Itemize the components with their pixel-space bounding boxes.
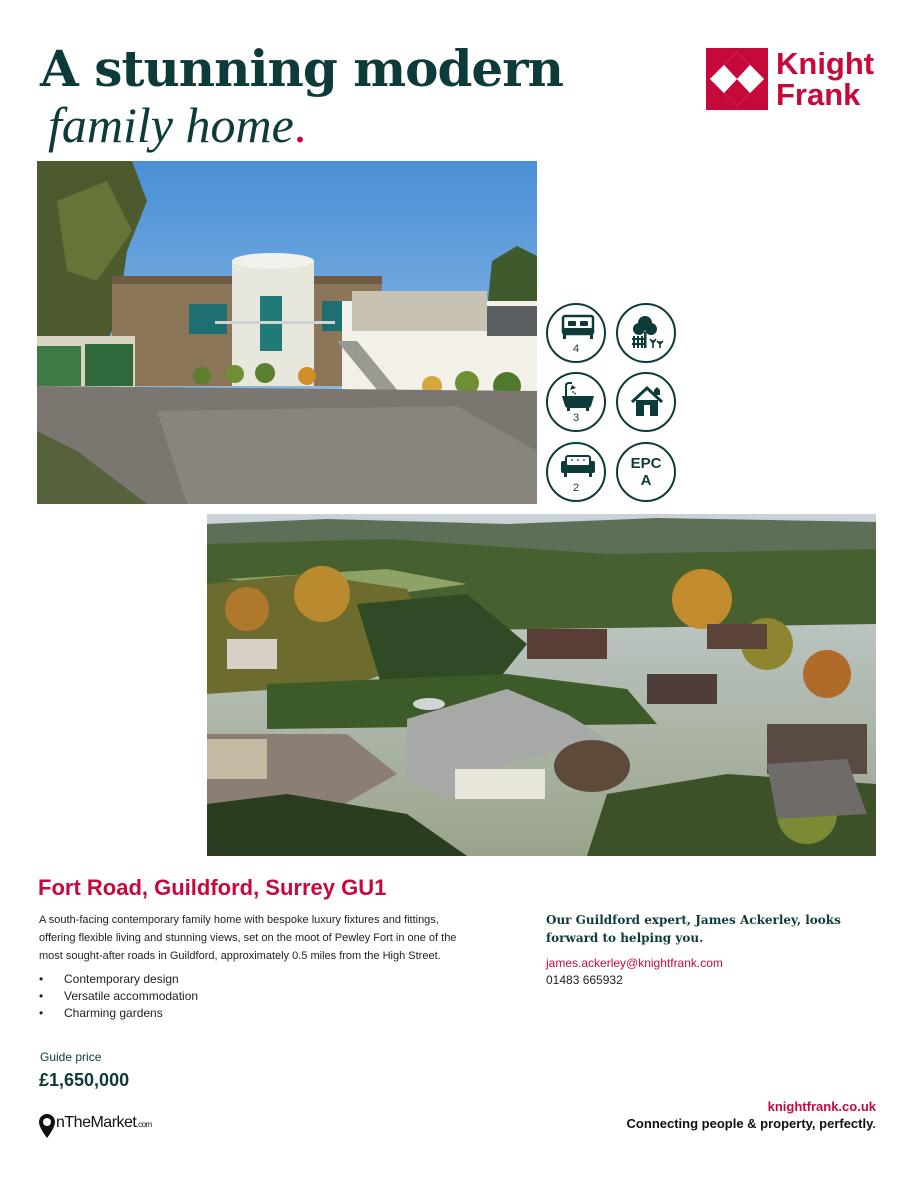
garden-feature xyxy=(616,303,676,363)
house-icon xyxy=(629,385,665,419)
bathrooms-feature xyxy=(546,372,606,432)
epc-rating: EPC A xyxy=(630,455,662,489)
onthemarket-wordmark: nTheMarket.com xyxy=(56,1114,152,1131)
knight-frank-logo-mark xyxy=(706,48,768,110)
property-description: A south-facing contemporary family home with bespoke luxury fixtures and fittings, offering flexible living and stunning views, set on the moot of Pewley Fort in one of the most sought-after roads in Guildford, approximately 0.5 miles from the High Street. xyxy=(39,914,457,962)
sofa-icon xyxy=(560,452,596,482)
knight-frank-wordmark: Knight Frank xyxy=(776,46,875,112)
receptions-feature xyxy=(546,442,606,502)
bathrooms-count: 3 xyxy=(572,412,580,424)
headline-dot: . xyxy=(293,97,307,153)
property-address: Fort Road, Guildford, Surrey GU1 xyxy=(38,875,387,900)
bedrooms-feature xyxy=(546,303,606,363)
features-list xyxy=(39,971,198,1022)
location-pin-icon xyxy=(38,1113,56,1139)
bed-icon xyxy=(560,313,596,343)
agent-intro: Our Guildford expert, James Ackerley, looks forward to helping you. xyxy=(546,913,841,945)
website-link[interactable]: knightfrank.co.uk xyxy=(767,1099,876,1114)
agent-phone: 01483 665932 xyxy=(546,973,623,987)
agent-email-link[interactable]: james.ackerley@knightfrank.com xyxy=(546,956,723,970)
garden-icon xyxy=(629,314,667,354)
headline-line2: family home. xyxy=(48,97,307,153)
guide-price-label: Guide price xyxy=(40,1050,102,1064)
tagline-dot: . xyxy=(872,1116,876,1131)
knight-frank-logo xyxy=(706,48,876,112)
house-feature xyxy=(616,372,676,432)
onthemarket-logo xyxy=(38,1113,152,1139)
aerial-view-photo xyxy=(207,514,876,856)
receptions-count: 2 xyxy=(572,482,580,494)
bath-icon xyxy=(560,382,596,412)
tagline: Connecting people & property, perfectly. xyxy=(626,1116,876,1131)
list-item: • Charming gardens xyxy=(39,1005,198,1022)
list-item: • Versatile accommodation xyxy=(39,988,198,1005)
bedrooms-count: 4 xyxy=(572,343,580,355)
epc-feature xyxy=(616,442,676,502)
guide-price: £1,650,000 xyxy=(39,1070,130,1090)
headline-line1: A stunning modern xyxy=(40,39,563,98)
list-item: • Contemporary design xyxy=(39,971,198,988)
house-exterior-photo xyxy=(37,161,537,504)
